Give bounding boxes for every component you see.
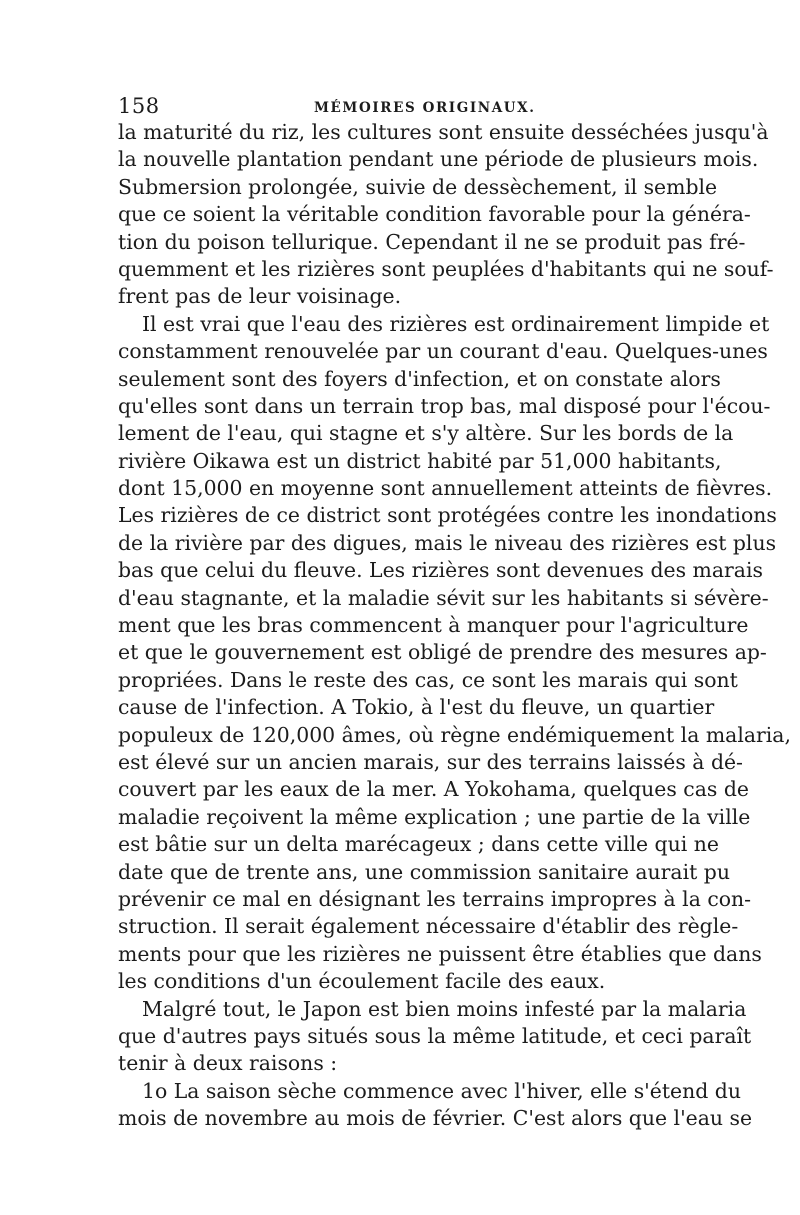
running-title: MÉMOIRES ORIGINAUX. [314, 100, 536, 116]
text-line: Submersion prolongée, suivie de dessèchement, il semble [118, 174, 718, 199]
text-line: constamment renouvelée par un courant d'eau. Quelques-unes [118, 339, 768, 364]
text-line: couvert par les eaux de la mer. A Yokohama, quelques cas de [118, 777, 749, 802]
text-line: 1o La saison sèche commence avec l'hiver, elle s'étend du [142, 1078, 741, 1103]
text-line: ments pour que les rizières ne puissent être établies que dans [118, 941, 762, 966]
text-line: est élevé sur un ancien marais, sur des terrains laissés à dé- [118, 749, 743, 774]
text-line: tenir à deux raisons : [118, 1051, 338, 1076]
text-line: lement de l'eau, qui stagne et s'y altère. Sur les bords de la [118, 421, 734, 446]
text-line: Malgré tout, le Japon est bien moins infesté par la malaria [142, 996, 747, 1021]
text-line: cause de l'infection. A Tokio, à l'est du fleuve, un quartier [118, 695, 715, 720]
text-line: et que le gouvernement est obligé de prendre des mesures ap- [118, 640, 767, 665]
text-line: Les rizières de ce district sont protégées contre les inondations [118, 503, 777, 528]
text-line: la maturité du riz, les cultures sont ensuite desséchées jusqu'à [118, 120, 769, 144]
text-line: tion du poison tellurique. Cependant il ne se produit pas fré- [118, 229, 746, 254]
text-line: que ce soient la véritable condition favorable pour la généra- [118, 202, 751, 227]
text-line: mois de novembre au mois de février. C'est alors que l'eau se [118, 1106, 753, 1131]
text-line: seulement sont des foyers d'infection, et on constate alors [118, 366, 721, 391]
text-line: Il est vrai que l'eau des rizières est ordinairement limpide et [142, 311, 770, 336]
text-line: propriées. Dans le reste des cas, ce sont les marais qui sont [118, 667, 738, 692]
text-line: de la rivière par des digues, mais le niveau des rizières est plus [118, 530, 777, 555]
text-line: prévenir ce mal en désignant les terrains impropres à la con- [118, 886, 752, 911]
text-line: que d'autres pays situés sous la même latitude, et ceci paraît [118, 1023, 752, 1048]
text-line: bas que celui du fleuve. Les rizières sont devenues des marais [118, 558, 763, 583]
text-line: les conditions d'un écoulement facile des eaux. [118, 969, 606, 994]
text-line: est bâtie sur un delta marécageux ; dans cette ville qui ne [118, 832, 719, 857]
text-line: la nouvelle plantation pendant une période de plusieurs mois. [118, 147, 759, 172]
text-line: rivière Oikawa est un district habité par 51,000 habitants, [118, 448, 722, 473]
text-line: populeux de 120,000 âmes, où règne endémiquement la malaria, [118, 722, 791, 747]
text-line: date que de trente ans, une commission sanitaire aurait pu [118, 859, 730, 884]
text-line: struction. Il serait également nécessaire d'établir des règle- [118, 914, 739, 939]
text-line: ment que les bras commencent à manquer pour l'agriculture [118, 613, 749, 638]
text-line: dont 15,000 en moyenne sont annuellement atteints de fièvres. [118, 476, 773, 501]
body-text [118, 119, 791, 1132]
page-number: 158 [118, 94, 160, 118]
text-line: qu'elles sont dans un terrain trop bas, mal disposé pour l'écou- [118, 393, 771, 418]
text-line: d'eau stagnante, et la maladie sévit sur les habitants si sévère- [118, 585, 769, 610]
text-line: maladie reçoivent la même explication ; une partie de la ville [118, 804, 751, 829]
text-line: frent pas de leur voisinage. [118, 284, 402, 309]
text-line: quemment et les rizières sont peuplées d'habitants qui ne souf- [118, 256, 774, 281]
